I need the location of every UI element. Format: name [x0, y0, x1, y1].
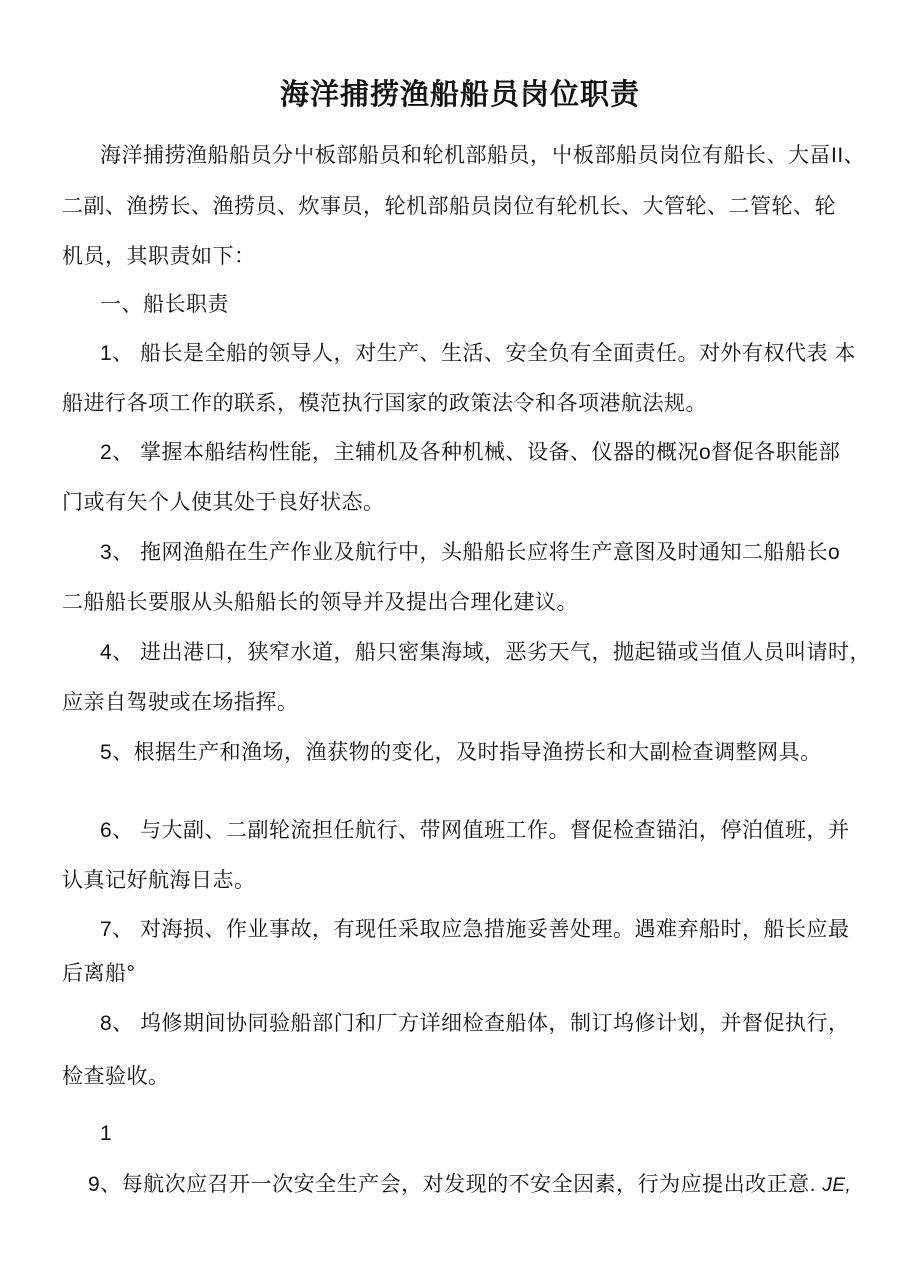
text-line-main: 9、每航次应召开一次安全生产会，对发现的不安全因素，行为应提出改正意.	[88, 1173, 823, 1196]
text-line: 1、 船长是全船的领导人，对生产、生活、安全负有全面责任。对外有权代表 本	[100, 342, 856, 365]
page-number: 1	[100, 1122, 113, 1145]
text-line: 船进行各项工作的联系，模范执行国家的政策法令和各项港航法规。	[62, 392, 707, 415]
text-line: 7、 对海损、作业事故，有现任采取应急措施妥善处理。遇难弃船时，船长应最	[100, 918, 850, 941]
text-line: 海洋捕捞渔船船员分屮板部船员和轮机部船员，屮板部船员岗位有船长、大畐II、	[100, 144, 866, 167]
text-line	[88, 1169, 851, 1202]
text-line: 4、 进出港口，狭窄水道，船只密集海域，恶劣天气，抛起锚或当值人员叫请时，	[100, 641, 872, 664]
text-line: 6、 与大副、二副轮流担任航行、带网值班工作。督促检查锚泊，停泊值班，并	[100, 819, 850, 842]
text-line: 认真记好航海日志。	[62, 869, 256, 892]
text-line: 二副、渔捞长、渔捞员、炊事员，轮机部船员岗位有轮机长、大管轮、二管轮、轮	[62, 195, 836, 218]
text-line: 5、根据生产和渔场，渔获物的变化，及时指导渔捞长和大副检查调整网具。	[100, 741, 822, 764]
text-line: 二船船长要服从头船船长的领导并及提出合理化建议。	[62, 591, 578, 614]
text-line: 检查验收。	[62, 1065, 170, 1088]
text-line: 2、 掌握本船结构性能，主辅机及各种机械、设备、仪器的概况o督促各职能部	[100, 441, 841, 464]
text-line: 机员，其职责如下：	[62, 245, 256, 268]
text-line: 3、 拖网渔船在生产作业及航行中，头船船长应将生产意图及时通知二船船长o	[100, 541, 841, 564]
text-line: 应亲自驾驶或在场指挥。	[62, 691, 299, 714]
section-heading: 一、船长职责	[100, 293, 229, 316]
text-line: 后离船°	[62, 962, 136, 985]
text-line: 8、 坞修期间协同验船部门和厂方详细检查船体，制订坞修计划，并督促执行，	[100, 1012, 850, 1035]
italic-suffix: JE,	[822, 1175, 852, 1196]
document-title: 海洋捕捞渔船船员岗位职责	[279, 79, 640, 111]
text-line: 门或有矢个人使其处于良好状态。	[62, 491, 385, 514]
